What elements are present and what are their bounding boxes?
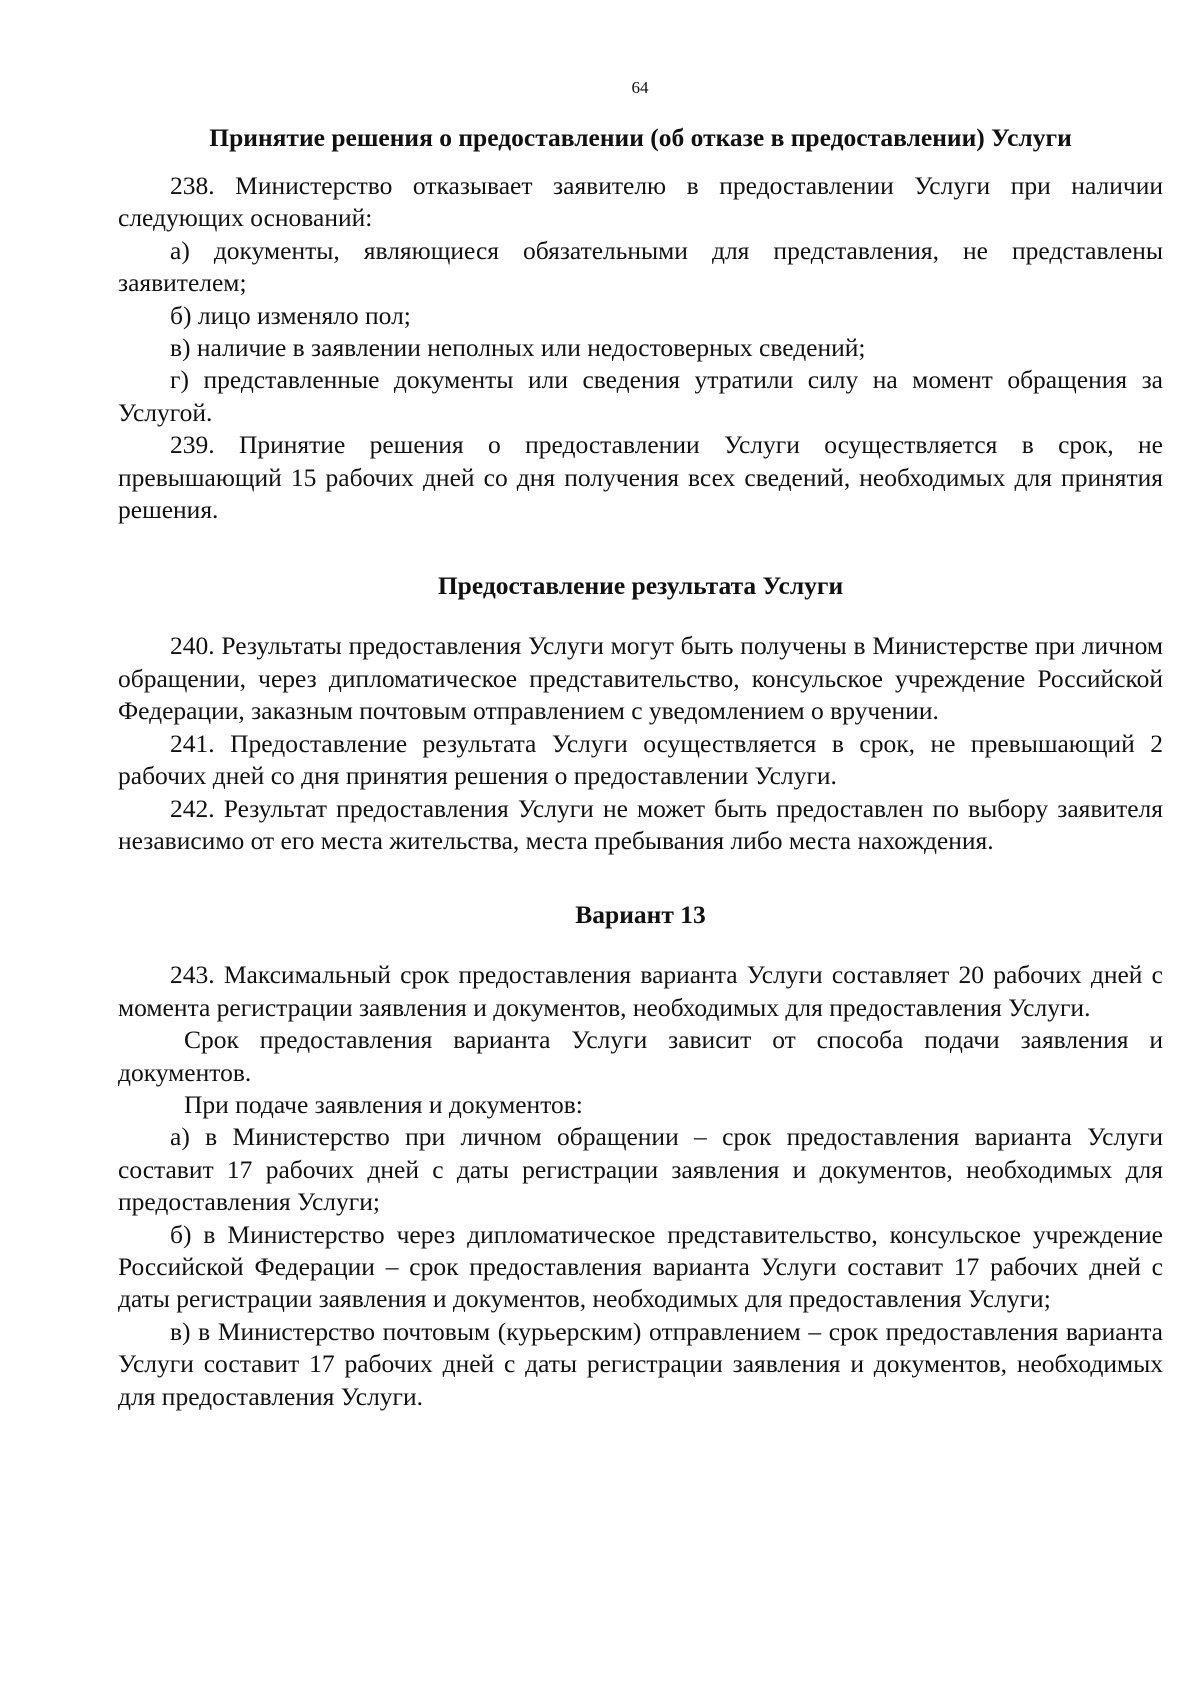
section-title-decision: Принятие решения о предоставлении (об отказе в предоставлении) Услуги — [209, 123, 1072, 152]
section-title-result: Предоставление результата Услуги — [437, 571, 844, 601]
list-item-b: б) лицо изменяло пол; — [170, 300, 411, 330]
list-item-v-postal: в) в Министерство почтовым (курьерским) отправлением – срок предоставления варианта Услуги составит 17 рабочих дней с даты регистрации заявления и документов, необходимых для предоставления Услуги. — [118, 1316, 1163, 1411]
list-item-a-personal: а) в Министерство при личном обращении – срок предоставления варианта Услуги составит 17 рабочих дней с даты регистрации заявления и документов, необходимых для предоставления Услуги; — [118, 1122, 1163, 1217]
paragraph-when-submitting: При подаче заявления и документов: — [184, 1089, 583, 1119]
document-body — [118, 122, 1163, 1413]
list-item-g: г) представленные документы или сведения утратили силу на момент обращения за Услугой. — [118, 365, 1163, 427]
paragraph-238: 238. Министерство отказывает заявителю в предоставлении Услуги при наличии следующих оснований: — [118, 171, 1163, 233]
list-item-v: в) наличие в заявлении неполных или недостоверных сведений; — [170, 333, 866, 363]
page-number: 64 — [631, 78, 649, 97]
list-item-a: а) документы, являющиеся обязательными для представления, не представлены заявителем; — [118, 235, 1163, 298]
paragraph-239: 239. Принятие решения о предоставлении Услуги осуществляется в срок, не превышающий 15 рабочих дней со дня получения всех сведений, необходимых для принятия решения. — [118, 430, 1163, 525]
list-item-b-diplomatic: б) в Министерство через дипломатическое представительство, консульское учреждение Российской Федерации – срок предоставления варианта Услуги составит 17 рабочих дней с даты регистрации заявления и документов, необходимых для предоставления Услуги; — [118, 1219, 1163, 1314]
paragraph-241: 241. Предоставление результата Услуги осуществляется в срок, не превышающий 2 рабочих дней со дня принятия решения о предоставлении Услуги. — [118, 728, 1163, 791]
paragraph-240: 240. Результаты предоставления Услуги могут быть получены в Министерстве при личном обращении, через дипломатическое представительство, консульское учреждение Российской Федерации, заказным почтовым отправлением с уведомлением о вручении. — [118, 631, 1163, 726]
paragraph-242: 242. Результат предоставления Услуги не может быть предоставлен по выбору заявителя независимо от его места жительства, места пребывания либо места нахождения. — [118, 793, 1163, 855]
section-title-variant-13: Вариант 13 — [575, 900, 706, 930]
paragraph-term-depends: Срок предоставления варианта Услуги зависит от способа подачи заявления и документов. — [118, 1025, 1163, 1087]
paragraph-243: 243. Максимальный срок предоставления варианта Услуги составляет 20 рабочих дней с момента регистрации заявления и документов, необходимых для предоставления Услуги. — [118, 960, 1163, 1022]
